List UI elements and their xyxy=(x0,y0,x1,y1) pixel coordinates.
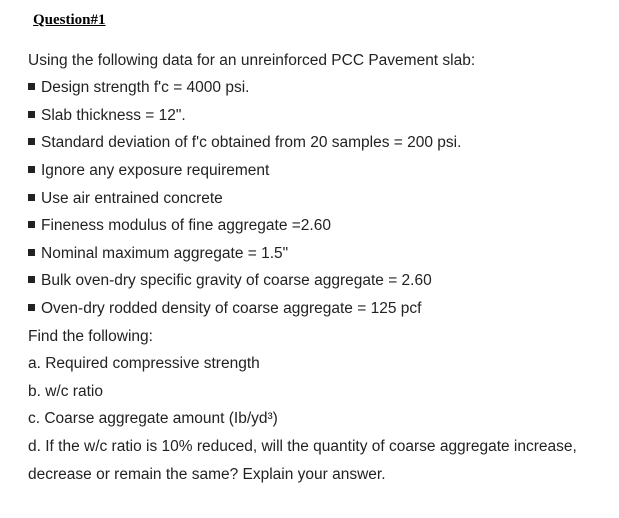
square-bullet-icon xyxy=(28,221,35,228)
part-d: d. If the w/c ratio is 10% reduced, will the quantity of coarse aggregate increase, xyxy=(28,438,577,455)
square-bullet-icon xyxy=(28,83,35,90)
bullet-item xyxy=(28,216,331,236)
part-a: a. Required compressive strength xyxy=(28,355,260,372)
bullet-item xyxy=(28,133,461,153)
part-d-continued: decrease or remain the same? Explain your answer. xyxy=(28,466,386,483)
square-bullet-icon xyxy=(28,304,35,311)
bullet-text: Slab thickness = 12". xyxy=(41,107,186,124)
bullet-item xyxy=(28,161,269,181)
square-bullet-icon xyxy=(28,276,35,283)
bullet-text: Ignore any exposure requirement xyxy=(41,162,270,179)
part-c: c. Coarse aggregate amount (Ib/yd³) xyxy=(28,410,278,427)
square-bullet-icon xyxy=(28,138,35,145)
bullet-item xyxy=(28,271,432,291)
bullet-text: Design strength f'c = 4000 psi. xyxy=(41,79,250,96)
bullet-text: Standard deviation of f'c obtained from 20 samples = 200 psi. xyxy=(41,134,462,151)
bullet-item xyxy=(28,78,249,98)
bullet-item xyxy=(28,299,421,319)
bullet-text: Use air entrained concrete xyxy=(41,190,223,207)
bullet-item xyxy=(28,106,186,126)
intro-text: Using the following data for an unreinforced PCC Pavement slab: xyxy=(28,52,476,69)
bullet-item xyxy=(28,244,288,264)
square-bullet-icon xyxy=(28,111,35,118)
bullet-text: Nominal maximum aggregate = 1.5" xyxy=(41,245,289,262)
square-bullet-icon xyxy=(28,166,35,173)
part-b: b. w/c ratio xyxy=(28,383,103,400)
bullet-text: Oven-dry rodded density of coarse aggregate = 125 pcf xyxy=(41,300,422,317)
square-bullet-icon xyxy=(28,194,35,201)
question-heading: Question#1 xyxy=(33,12,106,28)
bullet-text: Fineness modulus of fine aggregate =2.60 xyxy=(41,217,331,234)
find-label: Find the following: xyxy=(28,328,153,345)
bullet-item xyxy=(28,189,223,209)
square-bullet-icon xyxy=(28,249,35,256)
bullet-text: Bulk oven-dry specific gravity of coarse aggregate = 2.60 xyxy=(41,272,432,289)
